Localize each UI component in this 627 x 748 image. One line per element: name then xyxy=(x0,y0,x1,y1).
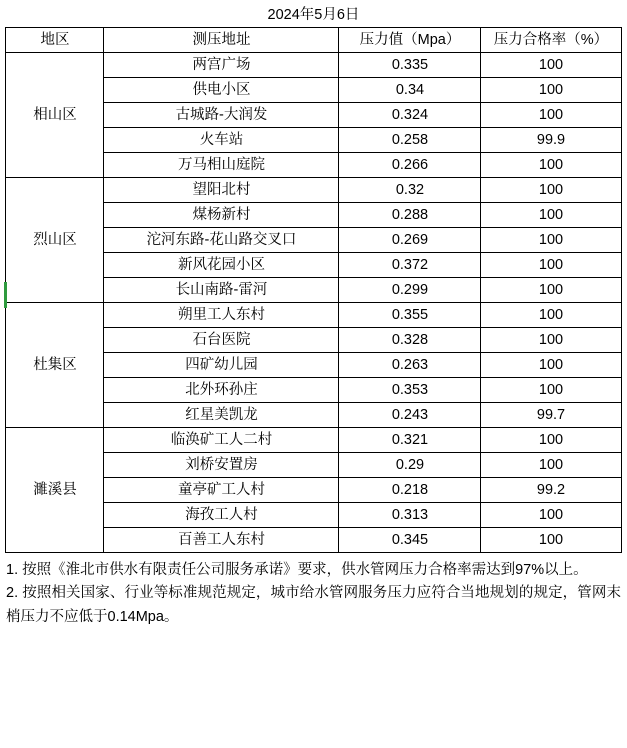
column-header-address: 测压地址 xyxy=(104,28,339,53)
value-cell: 0.32 xyxy=(339,178,481,203)
table-header-row xyxy=(6,28,621,53)
value-cell: 0.324 xyxy=(339,103,481,128)
address-cell: 火车站 xyxy=(104,128,339,153)
rate-cell: 100 xyxy=(481,178,621,203)
value-cell: 0.269 xyxy=(339,228,481,253)
value-cell: 0.299 xyxy=(339,278,481,303)
address-cell: 四矿幼儿园 xyxy=(104,353,339,378)
column-header-rate: 压力合格率（%） xyxy=(481,28,621,53)
area-cell: 杜集区 xyxy=(6,303,104,428)
margin-marker xyxy=(4,282,7,308)
footnote-2: 2. 按照相关国家、行业等标准规范规定，城市给水管网服务压力应符合当地规划的规定，管网末梢压力不应低于0.14Mpa。 xyxy=(6,585,621,625)
rate-cell: 99.9 xyxy=(481,128,621,153)
value-cell: 0.218 xyxy=(339,478,481,503)
address-cell: 两宫广场 xyxy=(104,53,339,78)
value-cell: 0.258 xyxy=(339,128,481,153)
rate-cell: 100 xyxy=(481,103,621,128)
address-cell: 望阳北村 xyxy=(104,178,339,203)
rate-cell: 100 xyxy=(481,453,621,478)
value-cell: 0.288 xyxy=(339,203,481,228)
value-cell: 0.372 xyxy=(339,253,481,278)
value-cell: 0.243 xyxy=(339,403,481,428)
rate-cell: 100 xyxy=(481,528,621,553)
rate-cell: 100 xyxy=(481,328,621,353)
address-cell: 朔里工人东村 xyxy=(104,303,339,328)
table-row xyxy=(6,178,621,203)
value-cell: 0.266 xyxy=(339,153,481,178)
address-cell: 万马相山庭院 xyxy=(104,153,339,178)
rate-cell: 100 xyxy=(481,253,621,278)
area-cell: 濉溪县 xyxy=(6,428,104,553)
area-cell: 烈山区 xyxy=(6,178,104,303)
rate-cell: 100 xyxy=(481,53,621,78)
value-cell: 0.321 xyxy=(339,428,481,453)
table-row xyxy=(6,53,621,78)
value-cell: 0.335 xyxy=(339,53,481,78)
value-cell: 0.263 xyxy=(339,353,481,378)
rate-cell: 100 xyxy=(481,278,621,303)
address-cell: 新风花园小区 xyxy=(104,253,339,278)
address-cell: 临涣矿工人二村 xyxy=(104,428,339,453)
address-cell: 沱河东路-花山路交叉口 xyxy=(104,228,339,253)
page-title: 2024年5月6日 xyxy=(6,3,621,28)
table-row xyxy=(6,428,621,453)
area-cell: 相山区 xyxy=(6,53,104,178)
rate-cell: 100 xyxy=(481,353,621,378)
footnotes xyxy=(6,559,621,629)
value-cell: 0.345 xyxy=(339,528,481,553)
address-cell: 石台医院 xyxy=(104,328,339,353)
address-cell: 煤杨新村 xyxy=(104,203,339,228)
value-cell: 0.29 xyxy=(339,453,481,478)
value-cell: 0.328 xyxy=(339,328,481,353)
address-cell: 长山南路-雷河 xyxy=(104,278,339,303)
rate-cell: 100 xyxy=(481,228,621,253)
document-page xyxy=(0,2,627,748)
address-cell: 红星美凯龙 xyxy=(104,403,339,428)
value-cell: 0.353 xyxy=(339,378,481,403)
rate-cell: 100 xyxy=(481,428,621,453)
footnote-1: 1. 按照《淮北市供水有限责任公司服务承诺》要求，供水管网压力合格率需达到97%以上。 xyxy=(6,562,588,578)
column-header-value: 压力值（Mpa） xyxy=(339,28,481,53)
table-row xyxy=(6,303,621,328)
rate-cell: 100 xyxy=(481,203,621,228)
address-cell: 海孜工人村 xyxy=(104,503,339,528)
rate-cell: 100 xyxy=(481,78,621,103)
value-cell: 0.355 xyxy=(339,303,481,328)
rate-cell: 100 xyxy=(481,153,621,178)
rate-cell: 100 xyxy=(481,303,621,328)
address-cell: 童亭矿工人村 xyxy=(104,478,339,503)
address-cell: 古城路-大润发 xyxy=(104,103,339,128)
address-cell: 供电小区 xyxy=(104,78,339,103)
rate-cell: 100 xyxy=(481,503,621,528)
title-row xyxy=(6,3,621,28)
rate-cell: 100 xyxy=(481,378,621,403)
rate-cell: 99.7 xyxy=(481,403,621,428)
value-cell: 0.34 xyxy=(339,78,481,103)
address-cell: 百善工人东村 xyxy=(104,528,339,553)
column-header-area: 地区 xyxy=(6,28,104,53)
address-cell: 北外环孙庄 xyxy=(104,378,339,403)
value-cell: 0.313 xyxy=(339,503,481,528)
pressure-report-table xyxy=(5,2,621,553)
address-cell: 刘桥安置房 xyxy=(104,453,339,478)
rate-cell: 99.2 xyxy=(481,478,621,503)
